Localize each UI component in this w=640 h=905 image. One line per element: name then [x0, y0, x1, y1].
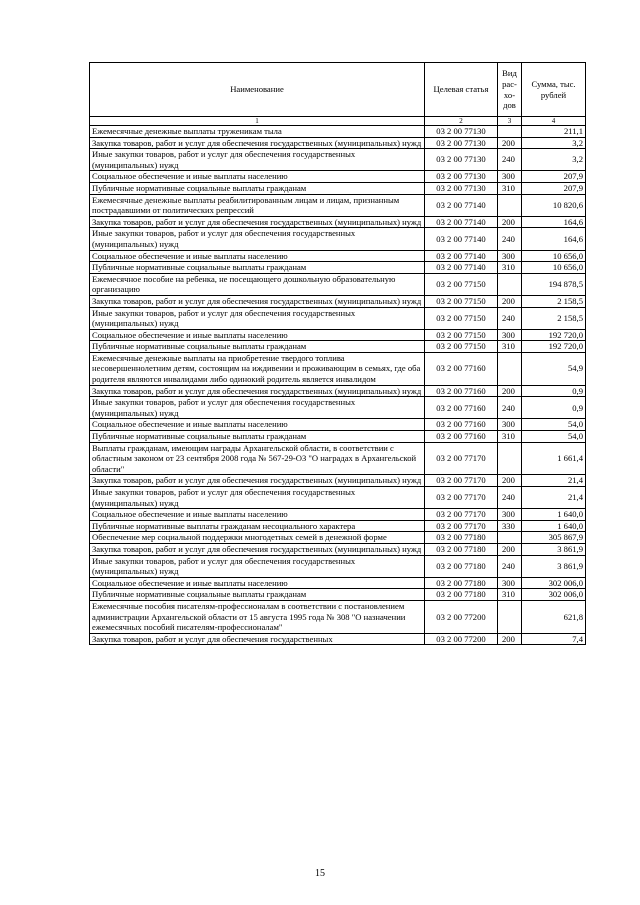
row-name: Иные закупки товаров, работ и услуг для обеспечения государственных (муниципальных) нужд — [90, 228, 425, 250]
row-name: Закупка товаров, работ и услуг для обеспечения государственных (муниципальных) нужд — [90, 216, 425, 228]
row-sum: 1 661,4 — [522, 442, 586, 475]
table-row — [90, 431, 586, 443]
table-row — [90, 600, 586, 633]
row-code: 03 2 00 77130 — [425, 137, 498, 149]
row-expense-type — [498, 532, 522, 544]
header-type: Вид рас- хо- дов — [498, 63, 522, 117]
row-expense-type — [498, 442, 522, 475]
row-sum: 3 861,9 — [522, 555, 586, 577]
row-name: Ежемесячные денежные выплаты на приобретение твердого топлива несовершеннолетним детям, состоящим на иждивении и проживающим в семьях, где оба родителя являются инвалидами либо одинокий родитель является инвалидом — [90, 352, 425, 385]
row-expense-type — [498, 273, 522, 295]
row-sum: 621,8 — [522, 600, 586, 633]
row-name: Публичные нормативные социальные выплаты гражданам — [90, 431, 425, 443]
header-name: Наименование — [90, 63, 425, 117]
row-sum: 0,9 — [522, 385, 586, 397]
row-expense-type: 310 — [498, 589, 522, 601]
row-name: Социальное обеспечение и иные выплаты населению — [90, 250, 425, 262]
row-expense-type — [498, 600, 522, 633]
table-row — [90, 487, 586, 509]
row-expense-type: 300 — [498, 250, 522, 262]
row-name: Социальное обеспечение и иные выплаты населению — [90, 509, 425, 521]
row-expense-type: 240 — [498, 307, 522, 329]
row-expense-type — [498, 126, 522, 138]
row-code: 03 2 00 77160 — [425, 385, 498, 397]
row-name: Публичные нормативные социальные выплаты гражданам — [90, 262, 425, 274]
row-name: Закупка товаров, работ и услуг для обеспечения государственных (муниципальных) нужд — [90, 385, 425, 397]
table-row — [90, 182, 586, 194]
row-code: 03 2 00 77140 — [425, 262, 498, 274]
row-sum: 3,2 — [522, 149, 586, 171]
row-expense-type: 330 — [498, 520, 522, 532]
table-row — [90, 520, 586, 532]
row-sum: 21,4 — [522, 487, 586, 509]
column-number-row — [90, 117, 586, 126]
row-code: 03 2 00 77160 — [425, 352, 498, 385]
row-name: Социальное обеспечение и иные выплаты населению — [90, 419, 425, 431]
table-row — [90, 589, 586, 601]
row-sum: 10 820,6 — [522, 194, 586, 216]
row-code: 03 2 00 77180 — [425, 589, 498, 601]
row-name: Обеспечение мер социальной поддержки многодетных семей в денежной форме — [90, 532, 425, 544]
table-row — [90, 419, 586, 431]
row-name: Социальное обеспечение и иные выплаты населению — [90, 171, 425, 183]
row-code: 03 2 00 77150 — [425, 341, 498, 353]
row-code: 03 2 00 77150 — [425, 273, 498, 295]
table-row — [90, 262, 586, 274]
table-row — [90, 475, 586, 487]
row-name: Закупка товаров, работ и услуг для обеспечения государственных (муниципальных) нужд — [90, 137, 425, 149]
row-expense-type: 240 — [498, 487, 522, 509]
row-sum: 305 867,9 — [522, 532, 586, 544]
row-name: Закупка товаров, работ и услуг для обеспечения государственных (муниципальных) нужд — [90, 543, 425, 555]
row-code: 03 2 00 77180 — [425, 543, 498, 555]
row-code: 03 2 00 77170 — [425, 509, 498, 521]
row-code: 03 2 00 77130 — [425, 171, 498, 183]
row-sum: 54,9 — [522, 352, 586, 385]
table-row — [90, 307, 586, 329]
row-sum: 3 861,9 — [522, 543, 586, 555]
row-code: 03 2 00 77140 — [425, 228, 498, 250]
table-row — [90, 385, 586, 397]
row-code: 03 2 00 77130 — [425, 126, 498, 138]
header-sum: Сумма, тыс. рублей — [522, 63, 586, 117]
row-sum: 0,9 — [522, 397, 586, 419]
row-name: Ежемесячные пособия писателям-профессионалам в соответствии с постановлением администрации Архангельской области от 15 августа 1995 года № 308 "О назначении ежемесячных пособий писателям-профессионалам" — [90, 600, 425, 633]
header-code: Целевая статья — [425, 63, 498, 117]
row-sum: 1 640,0 — [522, 509, 586, 521]
row-name: Публичные нормативные социальные выплаты гражданам — [90, 589, 425, 601]
table-row — [90, 341, 586, 353]
column-number: 1 — [90, 117, 425, 126]
row-expense-type: 200 — [498, 475, 522, 487]
row-sum: 54,0 — [522, 419, 586, 431]
row-expense-type: 200 — [498, 543, 522, 555]
row-code: 03 2 00 77140 — [425, 194, 498, 216]
row-name: Ежемесячное пособие на ребенка, не посещающего дошкольную образовательную организацию — [90, 273, 425, 295]
row-code: 03 2 00 77200 — [425, 633, 498, 645]
row-sum: 54,0 — [522, 431, 586, 443]
row-name: Ежемесячные денежные выплаты реабилитированным лицам и лицам, признанным пострадавшими от политических репрессий — [90, 194, 425, 216]
row-name: Закупка товаров, работ и услуг для обеспечения государственных — [90, 633, 425, 645]
table-row — [90, 633, 586, 645]
row-sum: 164,6 — [522, 228, 586, 250]
row-expense-type: 300 — [498, 329, 522, 341]
row-code: 03 2 00 77150 — [425, 295, 498, 307]
table-row — [90, 194, 586, 216]
row-sum: 21,4 — [522, 475, 586, 487]
column-number: 2 — [425, 117, 498, 126]
table-row — [90, 397, 586, 419]
row-sum: 302 006,0 — [522, 577, 586, 589]
row-expense-type: 310 — [498, 262, 522, 274]
row-name: Иные закупки товаров, работ и услуг для обеспечения государственных (муниципальных) нужд — [90, 149, 425, 171]
row-name: Публичные нормативные социальные выплаты гражданам — [90, 182, 425, 194]
row-expense-type — [498, 194, 522, 216]
row-code: 03 2 00 77170 — [425, 475, 498, 487]
row-expense-type: 310 — [498, 431, 522, 443]
row-code: 03 2 00 77180 — [425, 577, 498, 589]
row-sum: 1 640,0 — [522, 520, 586, 532]
row-expense-type: 200 — [498, 216, 522, 228]
row-code: 03 2 00 77140 — [425, 250, 498, 262]
table-row — [90, 273, 586, 295]
row-name: Публичные нормативные выплаты гражданам несоциального характера — [90, 520, 425, 532]
row-name: Иные закупки товаров, работ и услуг для обеспечения государственных (муниципальных) нужд — [90, 397, 425, 419]
row-code: 03 2 00 77160 — [425, 397, 498, 419]
row-name: Выплаты гражданам, имеющим награды Архангельской области, в соответствии с областным законом от 23 сентября 2008 года № 567-29-ОЗ "О наградах в Архангельской области" — [90, 442, 425, 475]
table-row — [90, 250, 586, 262]
table-row — [90, 442, 586, 475]
row-sum: 211,1 — [522, 126, 586, 138]
row-expense-type: 240 — [498, 555, 522, 577]
row-expense-type: 240 — [498, 397, 522, 419]
row-expense-type: 300 — [498, 171, 522, 183]
table-row — [90, 555, 586, 577]
row-sum: 7,4 — [522, 633, 586, 645]
table-row — [90, 509, 586, 521]
row-sum: 2 158,5 — [522, 295, 586, 307]
row-code: 03 2 00 77170 — [425, 520, 498, 532]
row-code: 03 2 00 77150 — [425, 307, 498, 329]
row-sum: 192 720,0 — [522, 341, 586, 353]
table-row — [90, 532, 586, 544]
row-code: 03 2 00 77160 — [425, 431, 498, 443]
row-sum: 10 656,0 — [522, 262, 586, 274]
table-row — [90, 137, 586, 149]
row-name: Закупка товаров, работ и услуг для обеспечения государственных (муниципальных) нужд — [90, 295, 425, 307]
row-code: 03 2 00 77160 — [425, 419, 498, 431]
table-body — [90, 126, 586, 645]
row-sum: 207,9 — [522, 182, 586, 194]
row-code: 03 2 00 77150 — [425, 329, 498, 341]
row-sum: 2 158,5 — [522, 307, 586, 329]
row-code: 03 2 00 77180 — [425, 532, 498, 544]
row-expense-type: 300 — [498, 419, 522, 431]
row-code: 03 2 00 77180 — [425, 555, 498, 577]
column-number: 3 — [498, 117, 522, 126]
row-name: Иные закупки товаров, работ и услуг для обеспечения государственных (муниципальных) нужд — [90, 487, 425, 509]
row-expense-type: 300 — [498, 509, 522, 521]
row-name: Публичные нормативные социальные выплаты гражданам — [90, 341, 425, 353]
row-expense-type: 200 — [498, 137, 522, 149]
row-name: Социальное обеспечение и иные выплаты населению — [90, 577, 425, 589]
page-number: 15 — [315, 868, 325, 879]
row-sum: 302 006,0 — [522, 589, 586, 601]
table-row — [90, 171, 586, 183]
row-code: 03 2 00 77140 — [425, 216, 498, 228]
row-expense-type: 240 — [498, 149, 522, 171]
table-row — [90, 216, 586, 228]
row-expense-type: 240 — [498, 228, 522, 250]
row-name: Закупка товаров, работ и услуг для обеспечения государственных (муниципальных) нужд — [90, 475, 425, 487]
row-code: 03 2 00 77170 — [425, 487, 498, 509]
row-expense-type: 200 — [498, 633, 522, 645]
row-sum: 3,2 — [522, 137, 586, 149]
row-name: Социальное обеспечение и иные выплаты населению — [90, 329, 425, 341]
column-number: 4 — [522, 117, 586, 126]
row-code: 03 2 00 77130 — [425, 182, 498, 194]
row-expense-type: 200 — [498, 295, 522, 307]
row-sum: 164,6 — [522, 216, 586, 228]
table-row — [90, 295, 586, 307]
row-expense-type: 310 — [498, 341, 522, 353]
row-sum: 192 720,0 — [522, 329, 586, 341]
table-row — [90, 228, 586, 250]
row-sum: 207,9 — [522, 171, 586, 183]
row-name: Иные закупки товаров, работ и услуг для обеспечения государственных (муниципальных) нужд — [90, 307, 425, 329]
row-expense-type: 200 — [498, 385, 522, 397]
table-row — [90, 126, 586, 138]
row-code: 03 2 00 77130 — [425, 149, 498, 171]
row-name: Иные закупки товаров, работ и услуг для обеспечения государственных (муниципальных) нужд — [90, 555, 425, 577]
table-row — [90, 543, 586, 555]
table-row — [90, 329, 586, 341]
row-name: Ежемесячные денежные выплаты труженикам тыла — [90, 126, 425, 138]
budget-table — [89, 62, 586, 645]
row-expense-type: 300 — [498, 577, 522, 589]
row-expense-type — [498, 352, 522, 385]
row-code: 03 2 00 77200 — [425, 600, 498, 633]
table-row — [90, 577, 586, 589]
row-sum: 10 656,0 — [522, 250, 586, 262]
header-row — [90, 63, 586, 117]
table-row — [90, 352, 586, 385]
row-expense-type: 310 — [498, 182, 522, 194]
row-code: 03 2 00 77170 — [425, 442, 498, 475]
table-row — [90, 149, 586, 171]
row-sum: 194 878,5 — [522, 273, 586, 295]
